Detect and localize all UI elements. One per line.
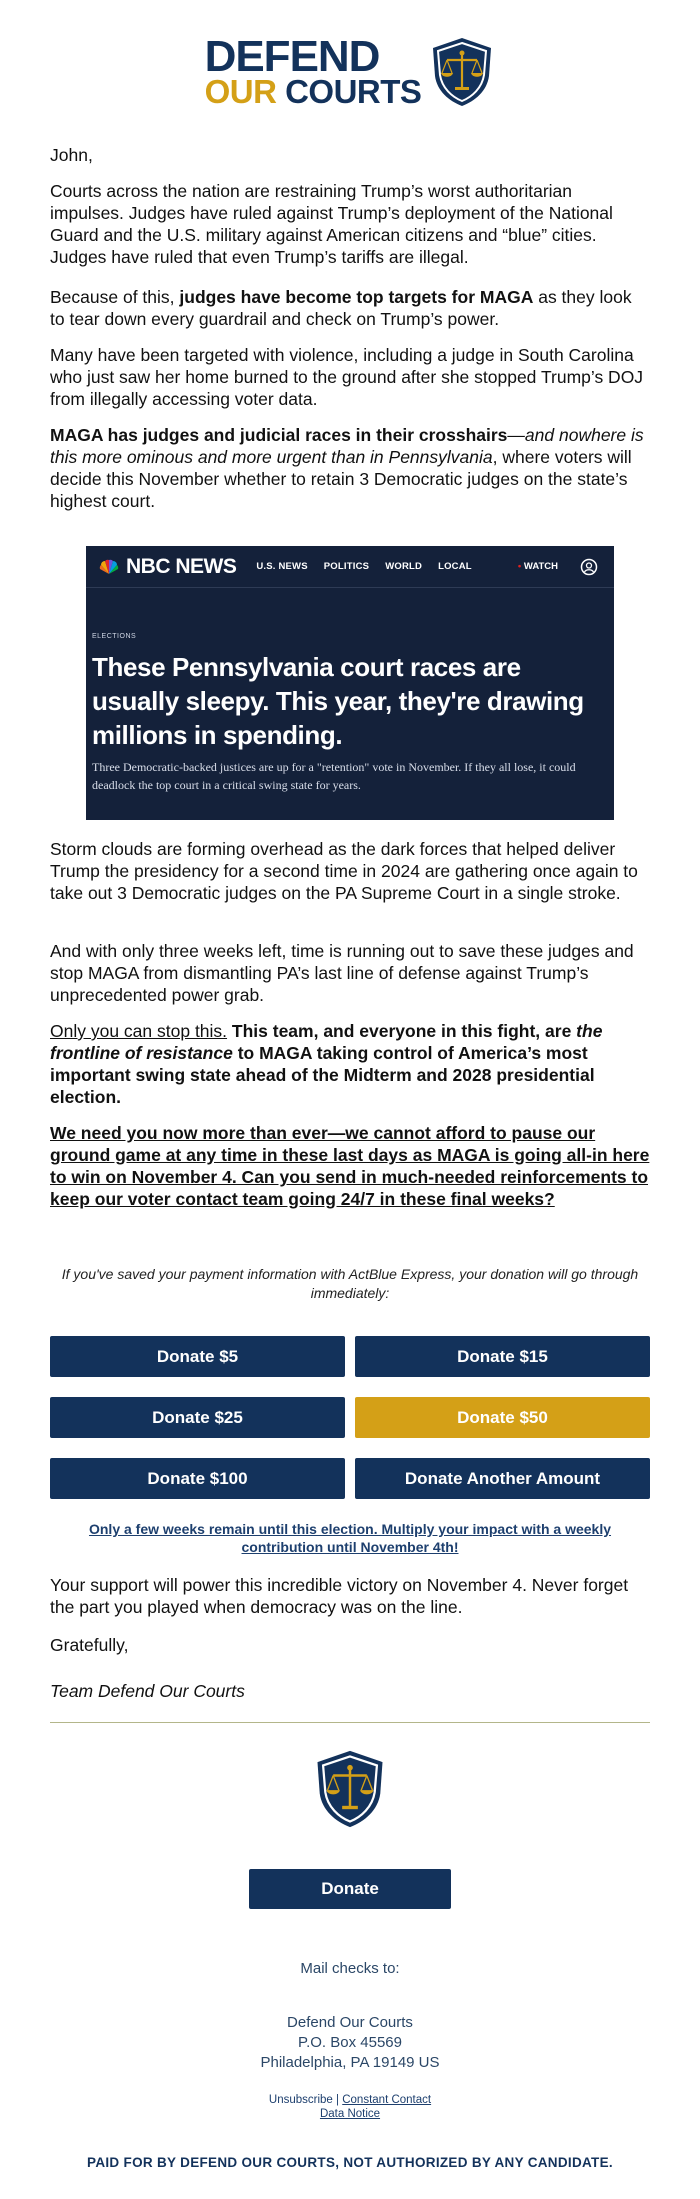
logo-wordmark: [204, 31, 422, 111]
signature: Team Defend Our Courts: [50, 1681, 245, 1701]
donate-25-button[interactable]: Donate $25: [50, 1397, 345, 1438]
salutation: John,: [50, 145, 93, 165]
user-icon: [580, 558, 598, 576]
paid-for-disclaimer: PAID FOR BY DEFEND OUR COURTS, NOT AUTHORIZED BY ANY CANDIDATE.: [87, 2155, 613, 2170]
data-notice-link[interactable]: Data Notice: [319, 2108, 381, 2120]
donate-other-button[interactable]: Donate Another Amount: [355, 1458, 650, 1499]
logo-courts: COURTS: [285, 73, 422, 111]
news-nav-local: LOCAL: [438, 561, 472, 572]
footer-city: Philadelphia, PA 19149 US: [260, 2054, 440, 2071]
footer-links: [0, 2094, 700, 2106]
footer-donate-button[interactable]: Donate: [249, 1869, 451, 1909]
divider: [50, 1722, 650, 1723]
paragraph-courts-restraining: Courts across the nation are restraining Trump’s worst authoritarian impulses. Judges have ruled against Trump’s deployment of the National Guard and the U.S. military against American citizens and “blue” cities. Judges have ruled that even Trump’s tariffs are illegal.: [50, 181, 613, 267]
news-nav-us: U.S. NEWS: [256, 561, 308, 572]
logo-our: OUR: [204, 73, 277, 111]
donate-15-button[interactable]: Donate $15: [355, 1336, 650, 1377]
news-tag: ELECTIONS: [92, 633, 137, 640]
mail-checks-label: Mail checks to:: [300, 1960, 400, 1977]
footer-shield-icon[interactable]: [313, 1748, 387, 1830]
news-subhead: Three Democratic-backed justices are up for a "retention" vote in November. If they all lose, it could deadlock the top court in a critical swing state for years.: [92, 760, 576, 792]
news-brand: NBC NEWS: [126, 554, 237, 578]
paragraph-crosshairs: MAGA has judges and judicial races in their crosshairs—and nowhere is this more ominous and more urgent than in Pennsylvania, where voters will decide this November whether to retain 3 Democratic judges on the state’s highest court.: [50, 425, 644, 511]
paragraph-support: Your support will power this incredible victory on November 4. Never forget the part you played when democracy was on the line.: [50, 1575, 629, 1617]
donate-50-button[interactable]: Donate $50: [355, 1397, 650, 1438]
constant-contact-link[interactable]: Constant Contact: [342, 2094, 432, 2106]
paragraph-violence: Many have been targeted with violence, including a judge in South Carolina who just saw her home burned to the ground after she stopped Trump’s DOJ from illegally accessing voter data.: [50, 345, 644, 409]
footer-po-box: P.O. Box 45569: [298, 2034, 402, 2051]
paragraph-storm-clouds: Storm clouds are forming overhead as the dark forces that helped deliver Trump the presidency for a second time in 2024 are gathering once again to take out 3 Democratic judges on the PA Supreme Court in a single stroke.: [50, 839, 638, 903]
news-nav-politics: POLITICS: [323, 561, 370, 572]
news-nav-world: WORLD: [385, 561, 423, 572]
news-headline: These Pennsylvania court races are usually sleepy. This year, they're drawing millions in spending.: [92, 652, 584, 750]
footer-org: Defend Our Courts: [287, 2014, 413, 2031]
paragraph-top-targets: Because of this, judges have become top targets for MAGA as they look to tear down every guardrail and check on Trump’s power.: [50, 287, 632, 329]
unsubscribe-link[interactable]: Unsubscribe: [268, 2094, 333, 2106]
donate-100-button[interactable]: Donate $100: [50, 1458, 345, 1499]
actblue-note: If you've saved your payment information with ActBlue Express, your donation will go through immediately:: [61, 1266, 639, 1301]
news-article-image[interactable]: [86, 546, 614, 820]
paragraph-only-you: Only you can stop this. This team, and everyone in this fight, are the frontline of resistance to MAGA taking control of America’s most important swing state ahead of the Midterm and 2028 presidential election.: [50, 1021, 603, 1107]
news-watch: • WATCH: [517, 561, 558, 572]
closing: Gratefully,: [50, 1635, 129, 1655]
donate-5-button[interactable]: Donate $5: [50, 1336, 345, 1377]
news-navbar: [86, 546, 614, 588]
scales-shield-icon: [429, 36, 495, 108]
ask-link[interactable]: We need you now more than ever—we cannot afford to pause our ground game at any time in these last days as MAGA is going all-in here to win on November 4. Can you send in much-needed reinforcements to keep our voter contact team going 24/7 in these final weeks?: [50, 1123, 650, 1209]
peacock-icon: [98, 559, 120, 575]
header-logo[interactable]: [0, 31, 700, 111]
footer-separator: |: [336, 2094, 340, 2106]
logo-defend: DEFEND: [204, 31, 380, 81]
paragraph-three-weeks: And with only three weeks left, time is running out to save these judges and stop MAGA from dismantling PA’s last line of defense against Trump’s unprecedented power grab.: [50, 941, 634, 1005]
weekly-contribution-link[interactable]: Only a few weeks remain until this election. Multiply your impact with a weekly contribution until November 4th!: [88, 1521, 612, 1555]
